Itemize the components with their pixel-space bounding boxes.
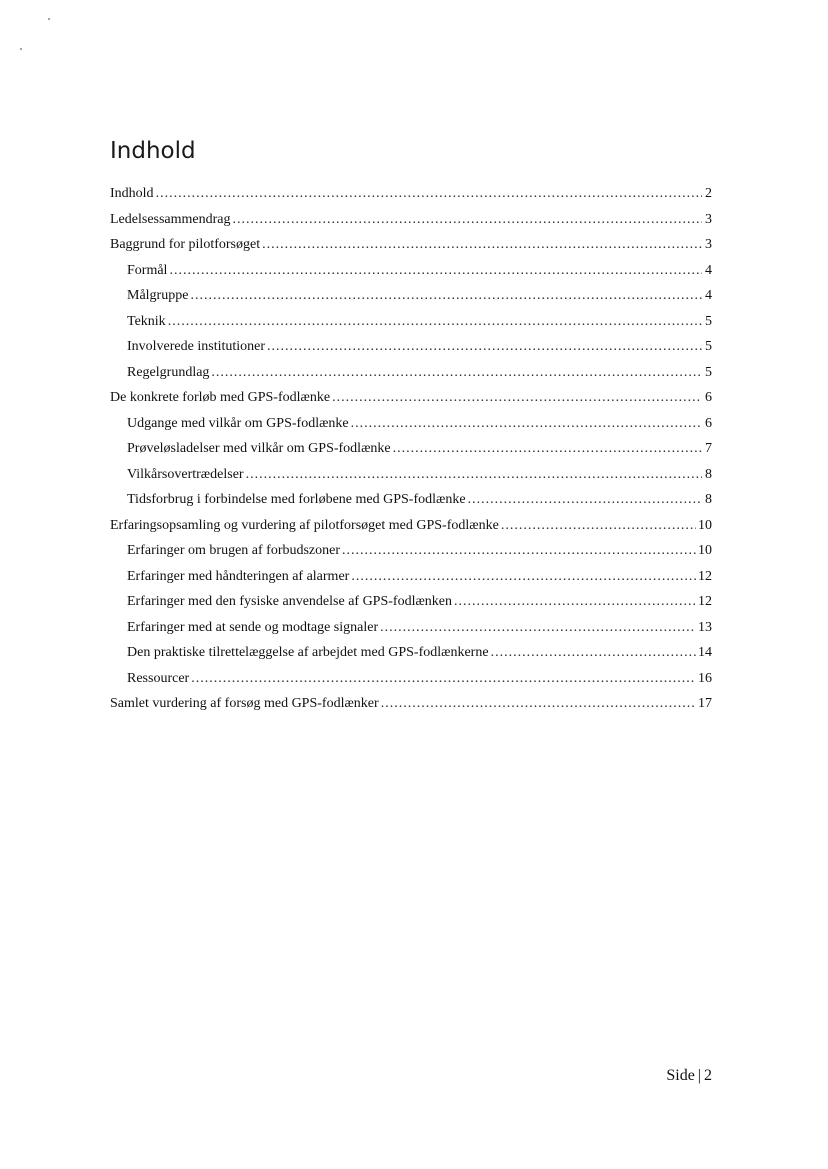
toc-entry[interactable]	[110, 258, 712, 284]
toc-dot-leader	[267, 334, 702, 360]
footer-page-number: 2	[704, 1067, 712, 1084]
toc-entry-title: Erfaringsopsamling og vurdering af pilotforsøget med GPS-fodlænke	[110, 517, 499, 533]
scan-speck	[20, 48, 22, 50]
toc-entry-title: Erfaringer med den fysiske anvendelse af GPS-fodlænken	[127, 594, 453, 609]
footer-label: Side	[666, 1067, 695, 1084]
toc-entry-title: De konkrete forløb med GPS-fodlænke	[110, 390, 331, 405]
toc-entry[interactable]	[110, 615, 712, 641]
toc-dot-leader	[501, 513, 696, 539]
toc-entry-page: 6	[705, 415, 712, 431]
toc-entry-page: 4	[705, 262, 712, 278]
toc-entry-title: Målgruppe	[127, 288, 189, 303]
toc-entry[interactable]	[110, 283, 712, 309]
toc-entry-page: 3	[705, 237, 712, 252]
toc-entry-title: Prøveløsladelser med vilkår om GPS-fodlænke	[127, 441, 391, 456]
toc-entry-page: 13	[698, 619, 712, 635]
toc-entry-title: Indhold	[110, 186, 154, 201]
toc-entry-page: 4	[705, 288, 712, 303]
toc-entry[interactable]	[110, 538, 712, 564]
toc-entry-page: 7	[705, 441, 712, 456]
toc-entry-page: 12	[698, 568, 712, 584]
toc-entry-page: 5	[705, 364, 712, 380]
toc-entry-title: Baggrund for pilotforsøget	[110, 237, 261, 252]
toc-entry[interactable]	[110, 385, 712, 411]
page-footer	[666, 1064, 712, 1088]
toc-entry-page: 2	[705, 186, 712, 201]
toc-dot-leader	[168, 309, 702, 335]
toc-dot-leader	[191, 666, 696, 692]
toc-entry-title: Ressourcer	[127, 670, 190, 686]
toc-entry-page: 3	[705, 211, 712, 227]
toc-entry-title: Den praktiske tilrettelæggelse af arbejdet med GPS-fodlænkerne	[127, 645, 489, 660]
toc-entry-title: Teknik	[127, 313, 166, 329]
toc-entry-title: Tidsforbrug i forbindelse med forløbene med GPS-fodlænke	[127, 492, 466, 507]
toc-entry-title: Erfaringer om brugen af forbudszoner	[127, 543, 341, 558]
toc-dot-leader	[342, 538, 696, 564]
toc-entry-page: 10	[698, 517, 712, 533]
toc-entry-title: Erfaringer med håndteringen af alarmer	[127, 568, 350, 584]
toc-dot-leader	[156, 181, 702, 207]
toc-entry-title: Udgange med vilkår om GPS-fodlænke	[127, 415, 349, 431]
toc-entry-title: Formål	[127, 262, 168, 278]
toc-heading: Indhold	[110, 138, 196, 164]
toc-entry[interactable]	[110, 691, 712, 717]
toc-entry[interactable]	[110, 564, 712, 590]
toc-entry-page: 17	[698, 696, 712, 711]
toc-entry[interactable]	[110, 207, 712, 233]
table-of-contents	[110, 181, 712, 717]
toc-entry[interactable]	[110, 462, 712, 488]
toc-entry[interactable]	[110, 589, 712, 615]
toc-entry[interactable]	[110, 360, 712, 386]
toc-dot-leader	[393, 436, 702, 462]
toc-entry-page: 12	[698, 594, 712, 609]
toc-dot-leader	[381, 691, 696, 717]
toc-entry[interactable]	[110, 487, 712, 513]
toc-entry-page: 5	[705, 313, 712, 329]
toc-dot-leader	[246, 462, 702, 488]
scan-speck	[48, 18, 50, 20]
toc-entry[interactable]	[110, 640, 712, 666]
toc-entry-page: 10	[698, 543, 712, 558]
toc-dot-leader	[211, 360, 702, 386]
footer-separator: |	[697, 1067, 701, 1084]
toc-entry-title: Ledelsessammendrag	[110, 211, 231, 227]
toc-entry-page: 6	[705, 390, 712, 405]
toc-entry[interactable]	[110, 666, 712, 692]
toc-entry-page: 14	[698, 645, 712, 660]
toc-entry-page: 8	[705, 492, 712, 507]
toc-entry-title: Vilkårsovertrædelser	[127, 466, 244, 482]
toc-entry[interactable]	[110, 411, 712, 437]
toc-dot-leader	[351, 411, 702, 437]
toc-dot-leader	[233, 207, 702, 233]
toc-entry[interactable]	[110, 181, 712, 207]
toc-dot-leader	[491, 640, 696, 666]
toc-entry-page: 5	[705, 339, 712, 354]
toc-entry[interactable]	[110, 232, 712, 258]
toc-entry-page: 8	[705, 466, 712, 482]
toc-dot-leader	[454, 589, 696, 615]
toc-dot-leader	[332, 385, 702, 411]
toc-dot-leader	[468, 487, 702, 513]
toc-entry-title: Erfaringer med at sende og modtage signaler	[127, 619, 379, 635]
toc-dot-leader	[169, 258, 702, 284]
toc-entry[interactable]	[110, 334, 712, 360]
toc-entry-title: Regelgrundlag	[127, 364, 210, 380]
toc-dot-leader	[351, 564, 696, 590]
toc-entry-title: Involverede institutioner	[127, 339, 266, 354]
toc-dot-leader	[262, 232, 702, 258]
toc-dot-leader	[190, 283, 702, 309]
toc-entry-title: Samlet vurdering af forsøg med GPS-fodlænker	[110, 696, 379, 711]
toc-entry[interactable]	[110, 309, 712, 335]
toc-dot-leader	[380, 615, 696, 641]
toc-entry-page: 16	[698, 670, 712, 686]
toc-entry[interactable]	[110, 436, 712, 462]
toc-entry[interactable]	[110, 513, 712, 539]
